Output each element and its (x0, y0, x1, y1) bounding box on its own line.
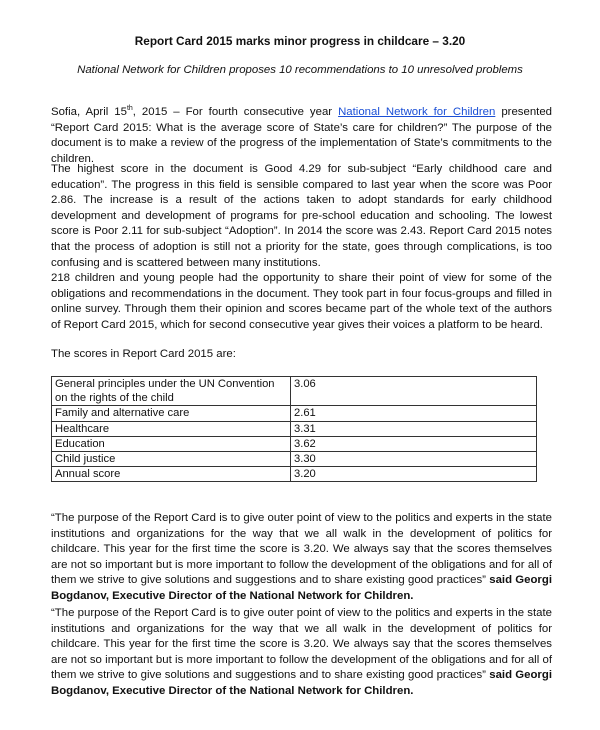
quote-attribution: said Georgi Bogdanov, Executive Director of the National Network for Children. (51, 574, 552, 602)
score-label: General principles under the UN Convention on the rights of the child (52, 377, 291, 406)
quote-attribution: said Georgi Bogdanov, Executive Director of the National Network for Children. (51, 669, 552, 697)
score-value: 3.20 (291, 467, 537, 482)
intro-date: Sofia, April 15 (51, 106, 127, 118)
scores-table (51, 376, 537, 482)
document-subtitle: National Network for Children proposes 10 recommendations to 10 unresolved problems (77, 64, 523, 76)
score-label: Healthcare (52, 421, 291, 436)
intro-text-after-link: presented “Report Card 2015: What is the average score of State’s care for children?” The purpose of the document is to make a review of the progress of the implementation of State’s commitments to the children. (51, 106, 552, 165)
score-label: Family and alternative care (52, 406, 291, 421)
national-network-link[interactable]: National Network for Children (338, 106, 496, 118)
quote-paragraph (51, 511, 552, 605)
intro-text-before-link: , 2015 – For fourth consecutive year (132, 106, 339, 118)
table-row (52, 467, 537, 482)
quote-paragraph-repeat (51, 606, 552, 700)
score-value: 3.31 (291, 421, 537, 436)
score-value: 2.61 (291, 406, 537, 421)
children-participation-paragraph: 218 children and young people had the opportunity to share their point of view for some of the obligations and recommendations in the document. They took part in four focus-groups and filled in online survey. Through them their opinion and scores became part of the whole text of the authors of Report Card 2015, which for second consecutive year gives their voices a platform to be heard. (51, 272, 552, 331)
scores-summary-paragraph: The highest score in the document is Good 4.29 for sub-subject “Early childhood care and education”. The progress in this field is sensible compared to last year when the score was Poor 2.86. The increase is a result of the actions taken to adopt standards for early childhood development and development of programs for pre-school education and schooling. The lowest score is Poor 2.11 for sub-subject “Adoption”. In 2014 the score was 2.43. Report Card 2015 notes that the process of adoption is still not a priority for the state, goes through complications, is too confusing and is scattered between many institutions. (51, 163, 552, 269)
table-row (52, 452, 537, 467)
score-value: 3.06 (291, 377, 537, 406)
score-label: Child justice (52, 452, 291, 467)
intro-paragraph (51, 105, 552, 167)
score-label: Annual score (52, 467, 291, 482)
document-title: Report Card 2015 marks minor progress in childcare – 3.20 (134, 34, 466, 48)
table-row (52, 421, 537, 436)
date-ordinal-suffix: th (126, 105, 133, 113)
quote-text: “The purpose of the Report Card is to give outer point of view to the politics and experts in the state institutions and organizations for the way that we all walk in the development of politics for childcare. This year for the first time the score is 3.20. We always say that the scores themselves are not so important but is more important to follow the development of the obligations and for all of them we strive to give solutions and suggestions and to share existing good practices” (51, 607, 552, 682)
table-row (52, 436, 537, 451)
table-row (52, 377, 537, 406)
quote-text: “The purpose of the Report Card is to give outer point of view to the politics and experts in the state institutions and organizations for the way that we all walk in the development of politics for childcare. This year for the first time the score is 3.20. We always say that the scores themselves are not so important but is more important to follow the development of the obligations and for all of them we strive to give solutions and suggestions and to share existing good practices” (51, 512, 552, 587)
score-value: 3.30 (291, 452, 537, 467)
scores-intro-line: The scores in Report Card 2015 are: (51, 348, 236, 360)
score-label: Education (52, 436, 291, 451)
table-row (52, 406, 537, 421)
score-value: 3.62 (291, 436, 537, 451)
